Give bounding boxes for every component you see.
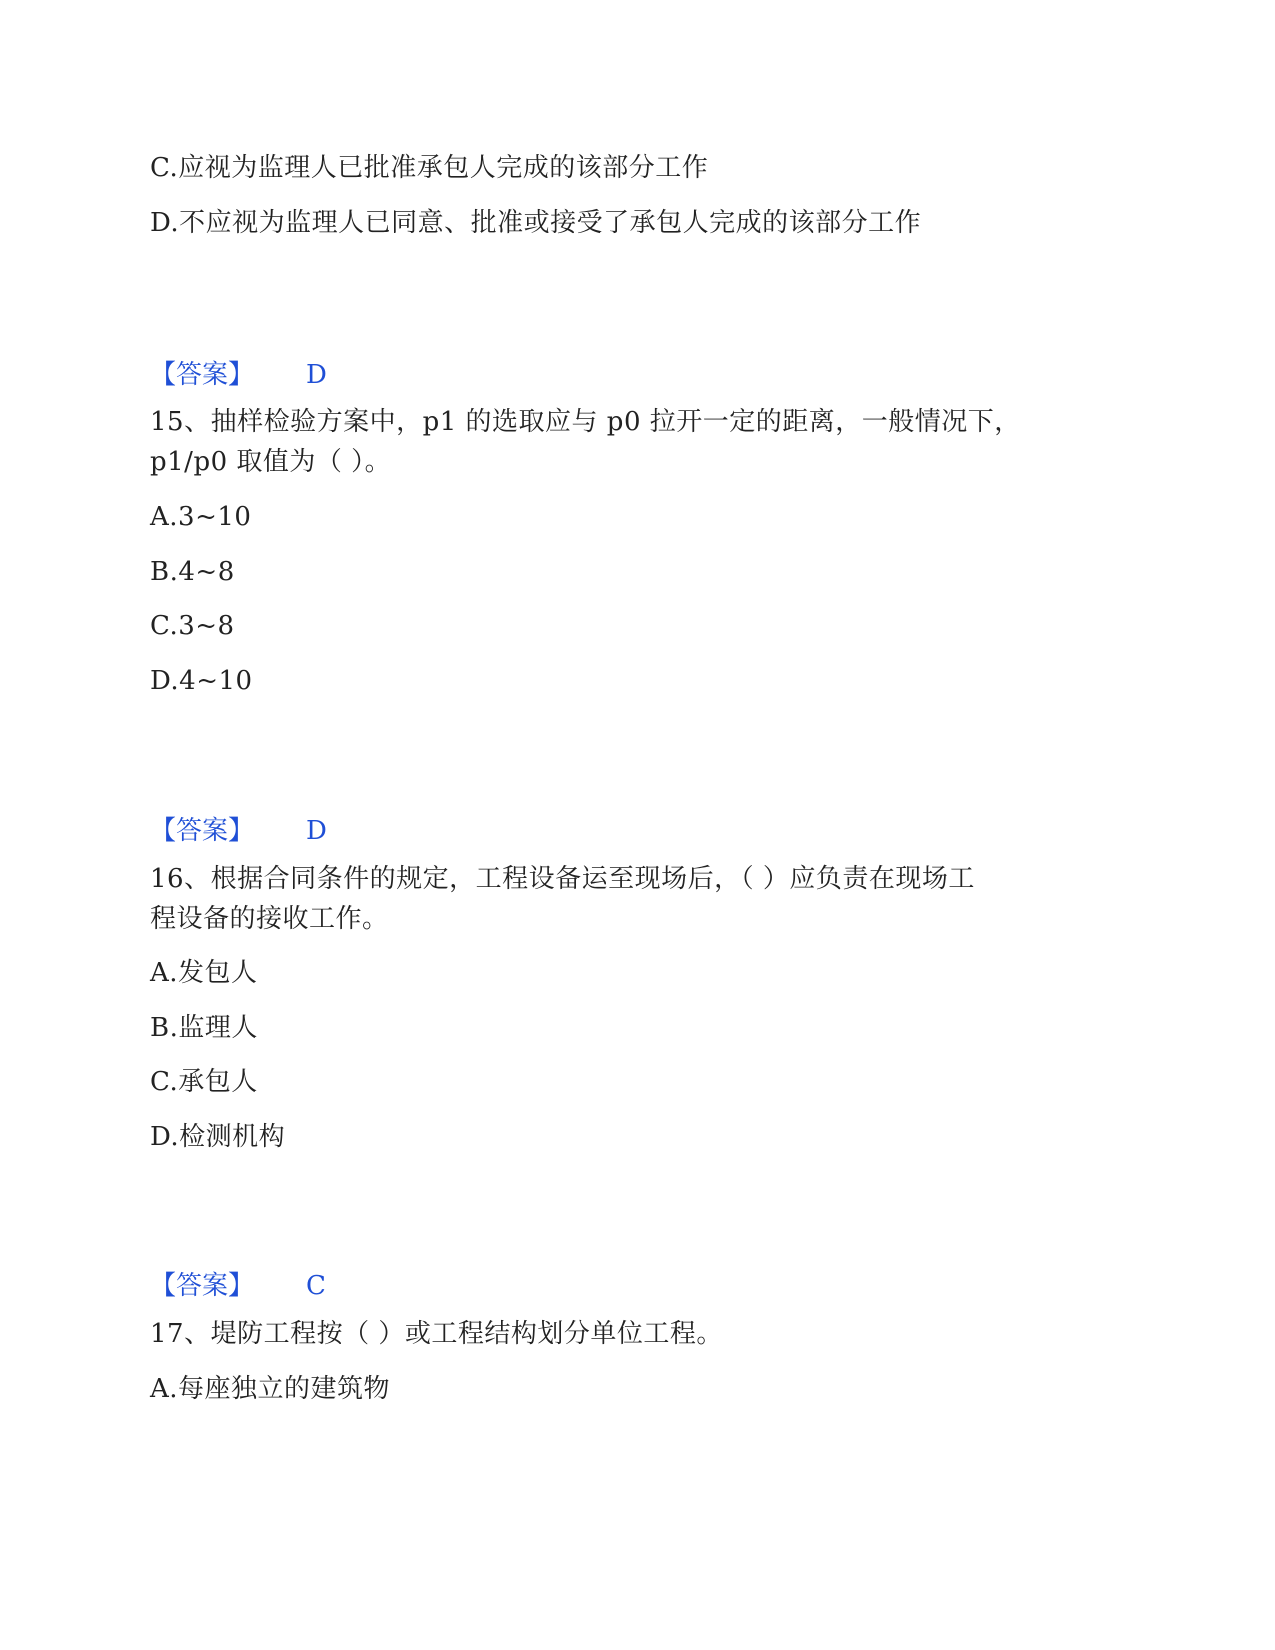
q16-answer <box>150 1269 326 1303</box>
q15-stem-line-2: p1/p0 取值为（ ）。 <box>150 447 392 477</box>
q15-option-b: B.4~8 <box>150 557 235 587</box>
q14-answer <box>150 358 327 392</box>
q16-option-a: A.发包人 <box>150 958 258 988</box>
answer-value: C <box>306 1271 326 1301</box>
answer-label: 【答案】 <box>150 816 255 846</box>
q15-answer <box>150 814 327 848</box>
q16-option-c: C.承包人 <box>150 1067 258 1097</box>
q15-stem-line-1: 15、抽样检验方案中，p1 的选取应与 p0 拉开一定的距离，一般情况下， <box>150 407 1021 437</box>
q15-option-a: A.3~10 <box>150 502 252 532</box>
q15-option-d: D.4~10 <box>150 666 253 696</box>
answer-value: D <box>306 360 327 390</box>
answer-label: 【答案】 <box>150 1271 255 1301</box>
answer-label: 【答案】 <box>150 360 255 390</box>
q14-option-c: C.应视为监理人已批准承包人完成的该部分工作 <box>150 153 709 183</box>
q16-option-d: D.检测机构 <box>150 1122 286 1152</box>
q15-option-c: C.3~8 <box>150 611 235 641</box>
q17-stem-line-1: 17、堤防工程按（ ）或工程结构划分单位工程。 <box>150 1319 723 1349</box>
q17-option-a: A.每座独立的建筑物 <box>150 1374 391 1404</box>
q16-stem-line-1: 16、根据合同条件的规定，工程设备运至现场后，（ ）应负责在现场工 <box>150 864 975 894</box>
q16-stem-line-2: 程设备的接收工作。 <box>150 904 389 934</box>
q14-option-d: D.不应视为监理人已同意、批准或接受了承包人完成的该部分工作 <box>150 208 922 238</box>
q16-option-b: B.监理人 <box>150 1013 258 1043</box>
answer-value: D <box>306 816 327 846</box>
